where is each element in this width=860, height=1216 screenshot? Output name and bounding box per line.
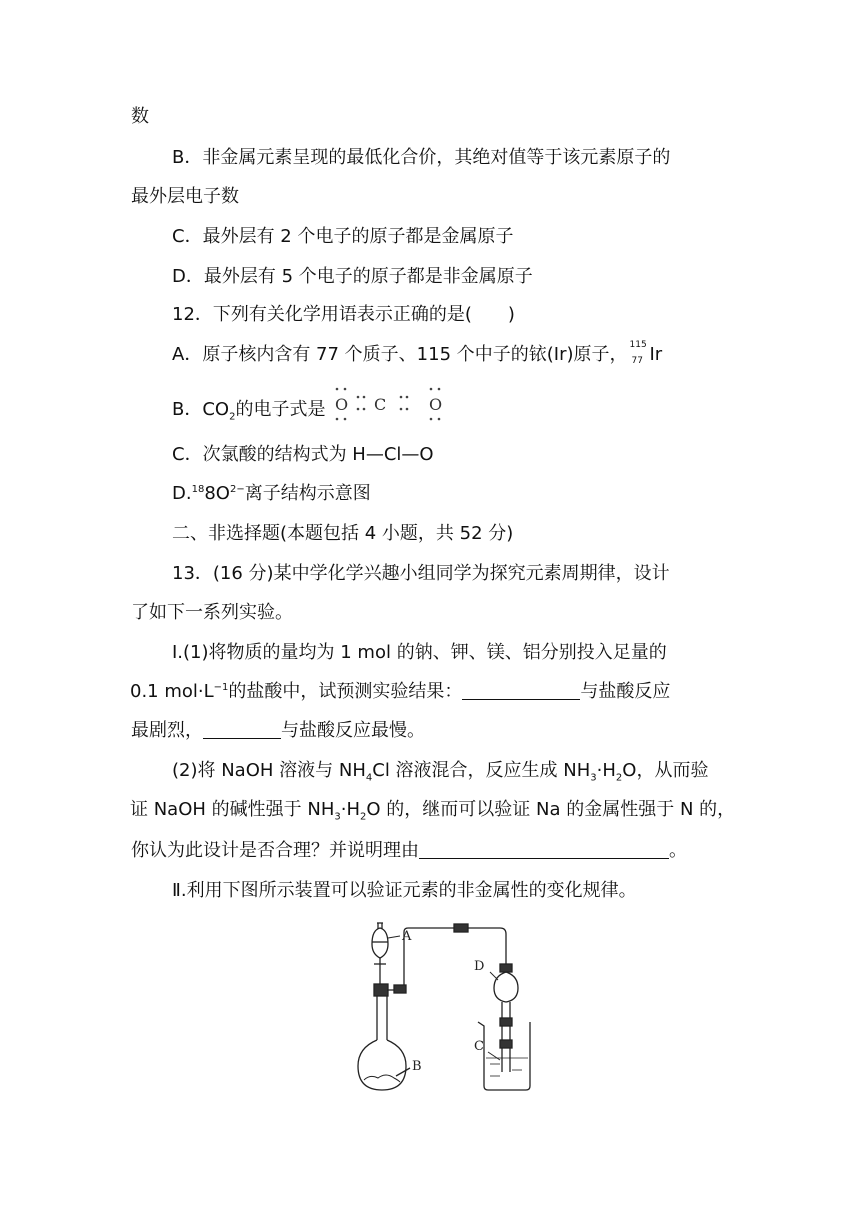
option-c-line xyxy=(172,224,513,250)
q13-part-1 xyxy=(172,640,667,666)
label-a: A xyxy=(402,929,412,944)
option-d-line xyxy=(172,264,533,290)
line-text: 。 xyxy=(669,840,687,861)
q13-part-2-cont xyxy=(130,797,735,823)
q13-part-1-cont xyxy=(131,718,425,744)
superscript: −1 xyxy=(213,682,229,693)
bulb-d xyxy=(494,972,518,1002)
subscript: 4 xyxy=(365,772,373,784)
line-text: C．最外层有 2 个电子的原子都是金属原子 xyxy=(172,226,514,247)
mass-number: 115 xyxy=(629,340,647,350)
line-text: C．次氯酸的结构式为 H—Cl—O xyxy=(172,444,434,465)
line-text: 最外层电子数 xyxy=(131,186,239,207)
line-text: O 的，继而可以验证 Na 的金属性强于 N 的， xyxy=(366,799,736,820)
option-b-line xyxy=(172,145,670,171)
beaker-c xyxy=(478,1022,530,1090)
answer-blank[interactable] xyxy=(203,720,281,739)
funnel-a xyxy=(372,928,388,958)
question-13-stem xyxy=(172,561,670,587)
line-text: 13．(16 分)某中学化学兴趣小组同学为探究元素周期律，设计 xyxy=(172,563,670,584)
answer-blank[interactable] xyxy=(462,681,580,700)
line-text: ·H xyxy=(340,799,361,820)
apparatus-diagram xyxy=(350,922,550,1094)
electron-dot-formula xyxy=(331,397,451,423)
section-heading xyxy=(172,521,513,547)
line-text: 的电子式是 xyxy=(235,399,326,420)
line-text: ·H xyxy=(596,760,616,781)
line-text: D. xyxy=(172,483,192,504)
q13-part-1-cont xyxy=(130,679,670,705)
label-d: D xyxy=(474,959,485,974)
line-text: 的盐酸中，试预测实验结果： xyxy=(228,681,463,702)
q12-option-a xyxy=(172,342,662,368)
line-text: 12．下列有关化学用语表示正确的是( ) xyxy=(172,304,515,325)
text-line xyxy=(131,184,239,210)
text-line xyxy=(131,104,149,130)
line-text: Ⅰ.(1)将物质的量均为 1 mol 的钠、钾、镁、铝分别投入足量的 xyxy=(172,642,667,663)
line-text: A．原子核内含有 77 个质子、115 个中子的铱(Ir)原子， xyxy=(172,344,628,365)
answer-blank[interactable] xyxy=(419,840,669,859)
subscript: 3 xyxy=(590,772,597,784)
element-symbol: Ir xyxy=(649,344,663,365)
nuclide-notation xyxy=(628,342,650,368)
q13-part-ii xyxy=(172,878,637,904)
line-text: 与盐酸反应 xyxy=(580,681,671,702)
q12-option-d xyxy=(172,481,371,507)
question-12-stem xyxy=(172,302,515,328)
subscript: 2 xyxy=(615,772,623,784)
line-text: B．非金属元素呈现的最低化合价，其绝对值等于该元素原子的 xyxy=(172,147,671,168)
line-text: O，从而验 xyxy=(622,760,709,781)
flask-b xyxy=(358,1040,406,1090)
q12-option-b xyxy=(172,397,451,423)
line-text: 最剧烈， xyxy=(131,720,203,741)
line-text: (2)将 NaOH 溶液与 NH xyxy=(172,760,366,781)
q12-option-c xyxy=(172,442,434,468)
carbon-atom: C xyxy=(374,395,387,414)
line-text: 二、非选择题(本题包括 4 小题，共 52 分) xyxy=(172,523,514,544)
line-text: 数 xyxy=(131,106,149,127)
line-text: 0.1 mol·L xyxy=(130,681,214,702)
label-b: B xyxy=(412,1059,422,1074)
ion-charge: 2− xyxy=(229,484,245,495)
line-text: 你认为此设计是否合理？并说明理由 xyxy=(131,840,419,861)
line-text: 离子结构示意图 xyxy=(244,483,371,504)
line-text: B．CO xyxy=(172,399,230,420)
line-text: D．最外层有 5 个电子的原子都是非金属原子 xyxy=(172,266,533,287)
line-text: Ⅱ.利用下图所示装置可以验证元素的非金属性的变化规律。 xyxy=(172,880,637,901)
line-text: Cl 溶液混合，反应生成 NH xyxy=(372,760,591,781)
oxygen-atom: O xyxy=(335,395,349,414)
q13-part-2 xyxy=(172,758,708,784)
line-text: 与盐酸反应最慢。 xyxy=(281,720,425,741)
atomic-number: 77 xyxy=(631,356,643,366)
subscript: 2 xyxy=(360,811,367,823)
line-text: 证 NaOH 的碱性强于 NH xyxy=(130,799,335,820)
element-symbol: 8O xyxy=(204,483,230,504)
oxygen-atom: O xyxy=(429,395,443,414)
subscript: 3 xyxy=(334,811,341,823)
line-text: 了如下一系列实验。 xyxy=(131,602,293,623)
label-c: C xyxy=(474,1039,484,1054)
mass-number: 18 xyxy=(191,484,205,495)
subscript: 2 xyxy=(229,411,236,423)
text-line xyxy=(131,600,293,626)
q13-part-2-cont xyxy=(131,838,687,864)
